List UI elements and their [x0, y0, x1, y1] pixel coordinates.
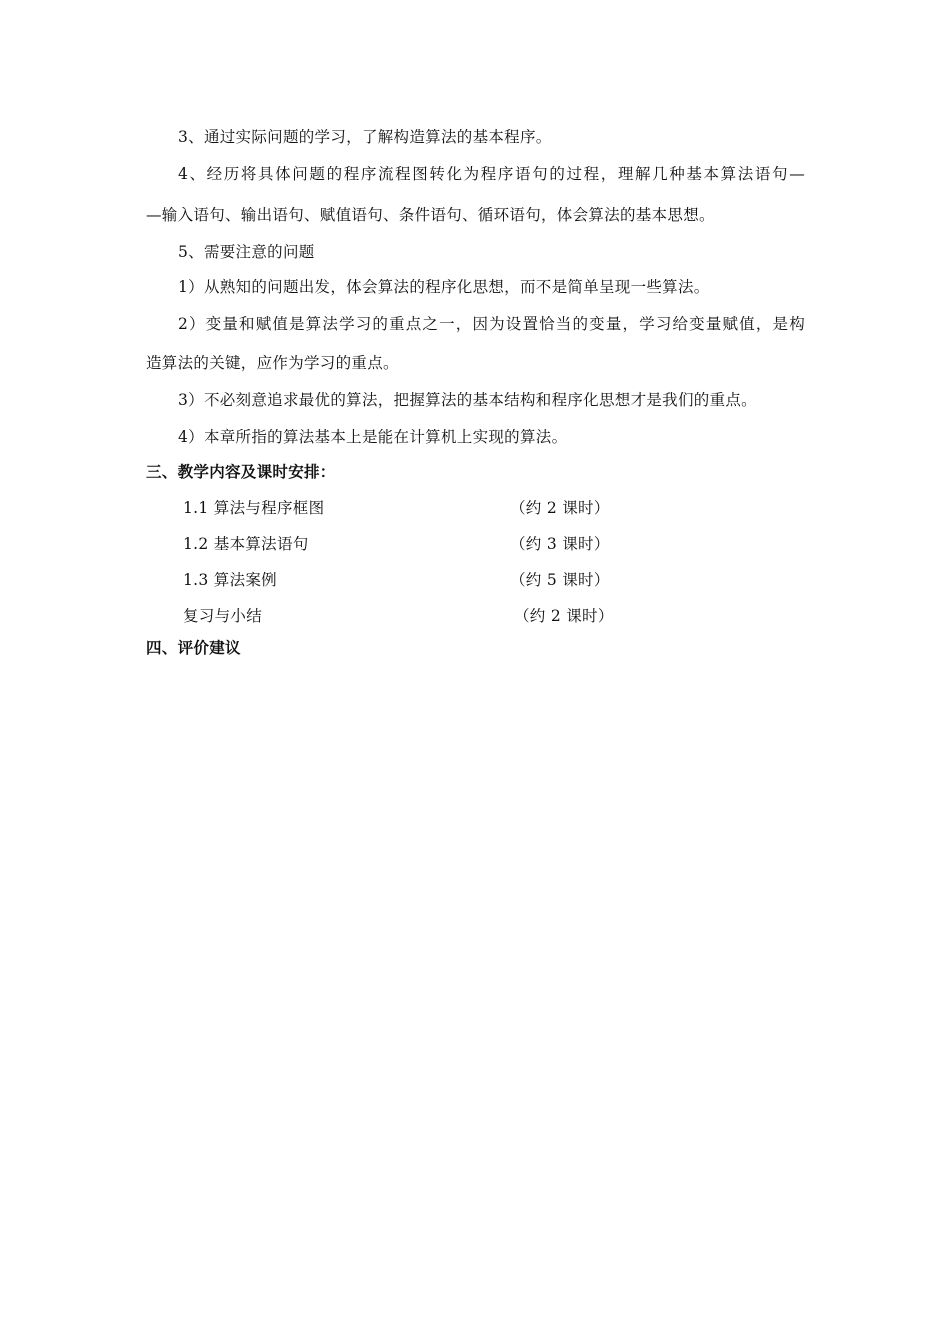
section-4-heading: 四、评价建议 [146, 639, 241, 657]
schedule-hours: （约 2 课时） [510, 499, 610, 517]
schedule-hours: （约 2 课时） [514, 607, 614, 625]
paragraph-item-3: 3、通过实际问题的学习，了解构造算法的基本程序。 [178, 128, 552, 146]
schedule-topic: 复习与小结 [183, 607, 263, 625]
paragraph-item-5: 5、需要注意的问题 [178, 243, 315, 261]
note-item-4: 4）本章所指的算法基本上是能在计算机上实现的算法。 [178, 428, 568, 446]
schedule-hours: （约 3 课时） [510, 535, 610, 553]
note-item-1: 1）从熟知的问题出发，体会算法的程序化思想，而不是简单呈现一些算法。 [178, 278, 710, 296]
schedule-topic: 1.3 算法案例 [183, 571, 277, 589]
note-item-2-line-2: 造算法的关键，应作为学习的重点。 [146, 354, 399, 372]
note-item-3: 3）不必刻意追求最优的算法，把握算法的基本结构和程序化思想才是我们的重点。 [178, 391, 757, 409]
paragraph-item-4-line-1: 4、经历将具体问题的程序流程图转化为程序语句的过程，理解几种基本算法语句— [178, 165, 805, 183]
section-3-heading: 三、教学内容及课时安排： [146, 463, 336, 481]
schedule-hours: （约 5 课时） [510, 571, 610, 589]
paragraph-item-4-line-2: —输入语句、输出语句、赋值语句、条件语句、循环语句，体会算法的基本思想。 [146, 206, 715, 224]
note-item-2-line-1: 2）变量和赋值是算法学习的重点之一，因为设置恰当的变量，学习给变量赋值，是构 [178, 315, 805, 333]
schedule-topic: 1.1 算法与程序框图 [183, 499, 325, 517]
schedule-topic: 1.2 基本算法语句 [183, 535, 309, 553]
